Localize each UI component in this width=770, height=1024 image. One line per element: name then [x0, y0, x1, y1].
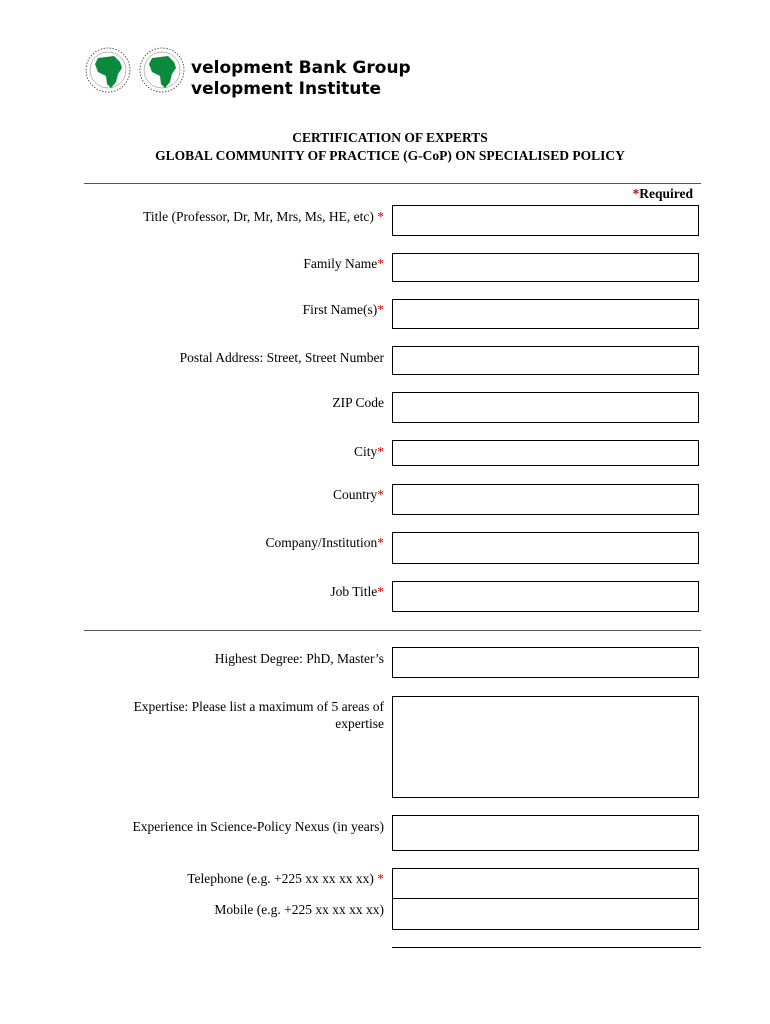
postal-address-input[interactable] [392, 346, 699, 375]
title-input[interactable] [392, 205, 699, 236]
highest-degree-input[interactable] [392, 647, 699, 678]
expertise-label: Expertise: Please list a maximum of 5 areas of expertise [133, 699, 384, 731]
zip-code-label: ZIP Code [332, 395, 384, 410]
top-divider [84, 183, 701, 184]
section-divider [84, 630, 701, 631]
mobile-input[interactable] [392, 898, 699, 930]
signature-line [392, 947, 701, 948]
family-name-label: Family Name* [303, 256, 384, 271]
zip-code-input[interactable] [392, 392, 699, 423]
experience-label: Experience in Science-Policy Nexus (in years) [132, 819, 384, 834]
telephone-input[interactable] [392, 868, 699, 899]
org-name-line-1: velopment Bank Group [191, 58, 411, 78]
form-title: CERTIFICATION OF EXPERTS [292, 130, 488, 145]
job-title-input[interactable] [392, 581, 699, 612]
required-note [632, 186, 693, 202]
title-label: Title (Professor, Dr, Mr, Mrs, Ms, HE, etc) * [143, 209, 384, 224]
first-names-label: First Name(s)* [302, 302, 384, 317]
country-label: Country* [332, 487, 384, 502]
telephone-label: Telephone (e.g. +225 xx xx xx xx) * [187, 871, 384, 886]
company-label: Company/Institution* [265, 535, 384, 550]
city-label: City* [353, 444, 384, 459]
experience-input[interactable] [392, 815, 699, 851]
org-name-line-2: velopment Institute [191, 79, 382, 99]
africa-globe-logo-icon [84, 44, 190, 94]
company-input[interactable] [392, 532, 699, 564]
first-names-input[interactable] [392, 299, 699, 329]
job-title-label: Job Title* [330, 584, 384, 599]
highest-degree-label: Highest Degree: PhD, Master’s [214, 651, 384, 666]
postal-address-label: Postal Address: Street, Street Number [179, 350, 384, 365]
mobile-label: Mobile (e.g. +225 xx xx xx xx) [214, 902, 384, 917]
family-name-input[interactable] [392, 253, 699, 282]
required-text: Required [639, 186, 693, 201]
city-input[interactable] [392, 440, 699, 466]
country-input[interactable] [392, 484, 699, 515]
required-star: * [632, 186, 640, 201]
form-subtitle: GLOBAL COMMUNITY OF PRACTICE (G-CoP) ON SPECIALISED POLICY [155, 148, 625, 163]
expertise-textarea[interactable] [392, 696, 699, 798]
